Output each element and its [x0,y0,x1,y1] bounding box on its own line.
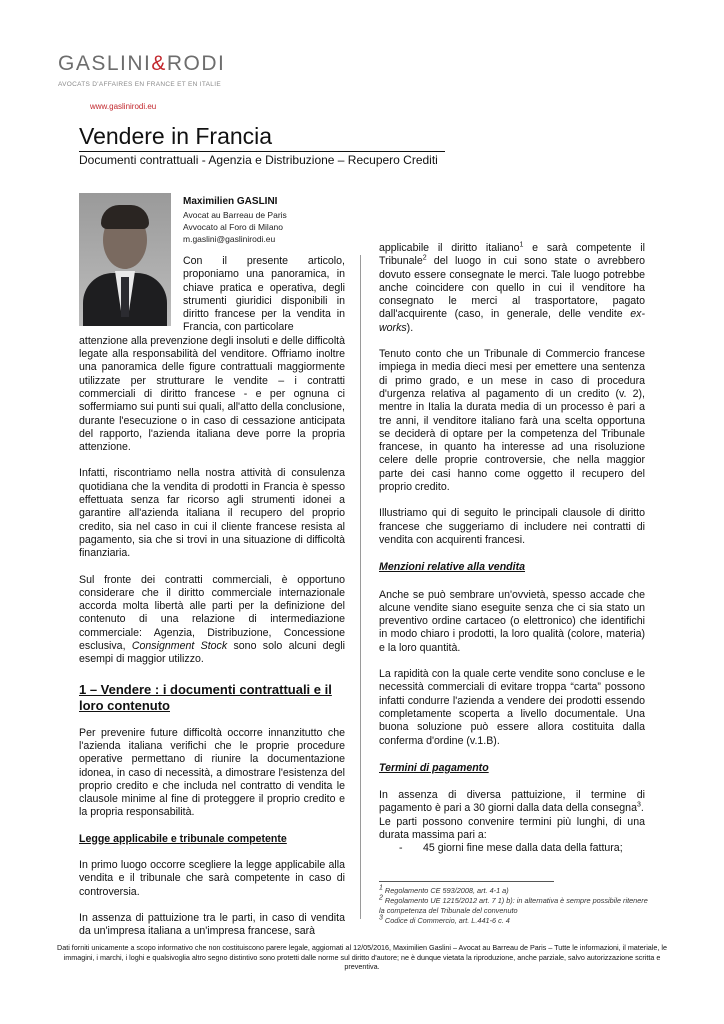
footnotes [379,886,649,926]
website-link[interactable]: www.gaslinirodi.eu [90,102,157,111]
paragraph-obviousness: Anche se può sembrare un'ovvietà, spesso accade che alcune vendite siano eseguite senza che ci sia stato un preventivo ordine cartaceo (o elettronico) che identifichi in modo chiaro i prodotti, la loro qualità (colore, materia) e la loro quantità. [379,588,645,654]
author-email[interactable]: m.gaslini@gaslinirodi.eu [183,234,276,244]
subheading-sale-mentions: Menzioni relative alla vendita [379,561,526,574]
text-segment: e sarà competente il Tribunale [379,242,646,268]
footnote-ref-3[interactable]: 3 [636,801,641,809]
author-name: Maximilien GASLINI [183,196,278,207]
paragraph-contracts-a: Sul fronte dei contratti commerciali, è opportuno considerare che il diritto commerciale internazionale accorda molta libertà alle parti per la definizione del contenuto di una relazione di intermediazione commerciale: Agenzia, Distribuzione, Concessione esclusiva, [79,573,345,653]
text-segment: In assenza di diversa pattuizione, il termine di pagamento è pari a 30 giorni dalla data della consegna [379,789,645,815]
footnote-1 [379,886,649,896]
paragraph-choose-law: In primo luogo occorre scegliere la legge applicabile alla vendita e il tribunale che sarà competente in caso di controversia. [79,858,345,898]
paragraph-clauses: Illustriamo qui di seguito le principali clausole di diritto francese che suggeriamo di includere nei contratti di vendita con acquirenti francesi. [379,507,645,546]
footnote-ref-1[interactable]: 1 [519,241,524,249]
footnote-ref-2[interactable]: 2 [422,254,427,262]
title-underline [79,151,445,152]
paragraph-contracts [79,574,345,667]
document-title: Vendere in Francia [79,123,273,149]
firm-logo [58,52,225,76]
right-column [379,242,645,856]
footnote-text: Codice di Commercio, art. L.441-6 c. 4 [382,916,510,925]
intro-paragraph-top: Con il presente articolo, proponiamo una panoramica, in chiave pratica e operativa, degli strumenti giuridici disponibili in diritto francese per la vendita in Francia, con particolare [183,255,345,334]
ex-works-term: ex-works [379,308,645,334]
footnote-text: Regolamento UE 1215/2012 art. 7 1) b): in alternativa è sempre possibile ritenere la competenza del Tribunale del convenuto [379,896,648,915]
footnote-3 [379,916,649,926]
author-title-milano: Avvocato al Foro di Milano [183,222,284,232]
paragraph-prevention: Per prevenire future difficoltà occorre innanzitutto che l'azienda italiana verifichi che le proprie procedure operative permettano di riunire la documentazione idonea, in caso di necessità, a dimostrare l'esistenza del proprio credito e che includa nel contratto di vendita le clausole minime al fine di proteggere il proprio credito e la propria responsabilità. [79,726,345,819]
list-item-text: 45 giorni fine mese dalla data della fattura; [423,842,623,855]
paragraph-contracts-b: sono solo alcuni degli esempi di maggior utilizzo. [79,640,345,666]
logo-tagline: AVOCATS D'AFFAIRES EN FRANCE ET EN ITALIE [58,81,221,88]
photo-hair [101,205,149,229]
logo-ampersand: & [151,52,167,75]
subheading-payment-terms: Termini di pagamento [379,761,489,774]
left-column [79,255,345,938]
footnote-text: Regolamento CE 593/2008, art. 4-1 a) [382,886,509,895]
text-segment: del luogo in cui sono state o avrebbero dovuto essere consegnate le merci. Tale luogo potrebbe anche coincidere con quello in cui il venditore ha consegnato le merci al trasportatore, pagato dall'acquirente (caso, in generale, delle vendite [379,255,645,321]
text-segment: ). [406,321,414,334]
paragraph-italian-law [379,242,645,335]
author-title-paris: Avocat au Barreau de Paris [183,210,287,220]
paragraph-consulting: Infatti, riscontriamo nella nostra attività di consulenza quotidiana che la vendita di prodotti in Francia è spesso effettuata senza far ricorso agli strumenti idonei a garantire all'azienda italiana il recupero del proprio credito, sia nel caso in cui il cliente francese resista al pagamento, sia che si trovi in una situazione di difficoltà finanziaria. [79,467,345,560]
footnote-separator [379,881,554,882]
list-dash: - [399,842,403,855]
paragraph-longer-terms: Le parti possono convenire termini più lunghi, di una durata massima pari a: [379,815,645,841]
logo-end: RODI [166,52,226,75]
subheading-applicable-law: Legge applicabile e tribunale competente [79,832,287,845]
footnote-number: 1 [379,884,383,892]
logo-main: GASLINI [58,52,152,75]
footnote-number: 2 [379,894,383,902]
legal-disclaimer: Dati forniti unicamente a scopo informativo che non costituiscono parere legale, aggiornati al 12/05/2016, Maximilien Gaslini – Avocat au Barreau de Paris – Tutte le informazioni, il materiale, le immagini, i marchi, i loghi e qualsivoglia altro segno distintivo sono protetti dalle norme sul diritto d'autore; ne è dunque vietata la riproduzione, anche parziale, salvo autorizzazione scritta e preventiva. [57,943,667,971]
paragraph-payment-default [379,789,645,816]
intro-paragraph-bottom: attenzione alla prevenzione degli insoluti e delle difficoltà legate alla responsabilità del venditore. Offriamo inoltre una panoramica delle figure contrattuali maggiormente utilizzate per strutturare le vendite – i contratti commerciali di diritto francese - e per ognuna ci soffermiamo sui punti sui quali, all'atto della conclusione, durante l'esecuzione o in caso di cessazione anticipata del rapporto, l'azienda italiana deve porre la propria attenzione. [79,334,346,454]
section-heading-1: 1 – Vendere : i documenti contrattuali e il loro contenuto [79,681,332,713]
text-segment: applicabile il diritto italiano [379,242,520,254]
footnote-2 [379,896,649,916]
document-subtitle: Documenti contrattuali - Agenzia e Distribuzione – Recupero Crediti [79,153,438,167]
list-item [379,842,645,855]
paragraph-speed: La rapidità con la quale certe vendite sono concluse e le necessità commerciali di evitare troppa “carta” possono infatti condurre l'azienda a vendere dei prodotti essendo completamente scoperta a livello documentale. Una buona soluzione può essere allora costituita dalla conferma d'ordine (v.1.B). [379,668,645,747]
paragraph-no-agreement: In assenza di pattuizione tra le parti, in caso di vendita da un'impresa italiana a un'impresa francese, sarà [79,911,345,938]
text-segment: . [640,802,644,815]
paragraph-tribunal: Tenuto conto che un Tribunale di Commercio francese impiega in media dieci mesi per emettere una sentenza di primo grado, e un mese in caso di procedura d'urgenza relativa al pagamento di un credito (v. 2), mentre in Italia la durata media di un processo è pari a tre anni, il venditore italiano farà una scelta opportuna se deciderà di optare per la competenza del Tribunale francese, in quanto ha interesse ad una risoluzione celere delle proprie controversie, che nella maggior parte dei casi hanno come oggetto il recupero del proprio credito. [379,348,645,494]
column-divider [360,255,361,919]
footnote-number: 3 [379,914,383,922]
consignment-stock-term: Consignment Stock [131,640,228,653]
